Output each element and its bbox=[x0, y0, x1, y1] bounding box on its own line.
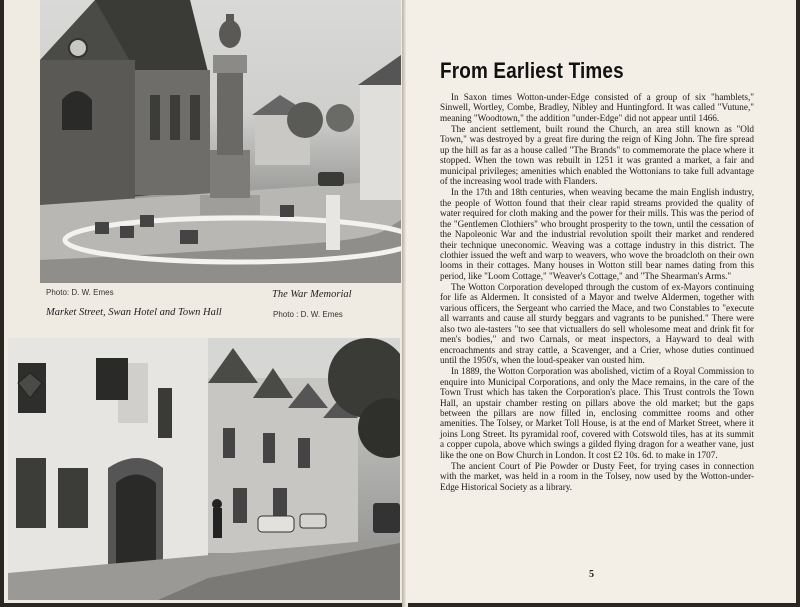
war-memorial-photo-credit: Photo: D. W. Emes bbox=[46, 288, 114, 297]
market-street-caption: Market Street, Swan Hotel and Town Hall bbox=[46, 307, 222, 318]
page-number: 5 bbox=[589, 569, 594, 580]
market-street-photo bbox=[8, 338, 400, 600]
page-title: From Earliest Times bbox=[440, 58, 624, 83]
paragraph-corporation-abolished: In 1889, the Wotton Corporation was abolished, victim of a Royal Commission to enquire into Municipal Corporations, and only the Mace remains, in the care of the Town Trust which has taken the Corporation's place. This Trust controls the Town Hall, an upstair chamber resting on pillars above the old market; but the gaps between the pillars are now filled in, enclosing committee rooms and other amenities. The Tolsey, or Market Toll House, is at the end of Market Street, where it joins Long Street. Its pyramidal roof, covered with Cotswold tiles, has at its summit a copper cupola, above which swings a gilded flying dragon for a weather vane, just like the one on Bow Church in London. It cost £2 10s. 6d. to make in 1707. bbox=[440, 366, 754, 460]
war-memorial-photo bbox=[40, 0, 401, 283]
paragraph-corporation: The Wotton Corporation developed through the custom of ex-Mayors continuing for life as Aldermen. It consisted of a Mayor and twelve Aldermen, together with various officers, the Sergeant who carried the Mace, and two Constables to "execute all warrants and cause all sturdy beggars and vagrants to be punished." There were also two ale-tasters "to see that victuallers do sell wholesome meat and drink fit for men's bodies," and two Carnals, or meat inspectors, a Hayward to deal with encroachments and stray cattle, a Scavenger, and a Crier, whose duties continued until the 1950's, when the loud-speaker van ousted him. bbox=[440, 281, 754, 366]
market-street-photo-credit: Photo : D. W. Emes bbox=[273, 310, 343, 319]
paragraph-court-pie-powder: The ancient Court of Pie Powder or Dusty Feet, for trying cases in connection with the market, was held in a room in the Tolsey, now used by the Wotton-under-Edge Historical Society as a library. bbox=[440, 460, 754, 492]
body-text bbox=[440, 92, 754, 493]
war-memorial-photo-drawing bbox=[40, 0, 401, 283]
market-street-photo-drawing bbox=[8, 338, 400, 600]
paragraph-saxon-times: In Saxon times Wotton-under-Edge consisted of a group of six "hamblets," Sinwell, Wortley, Combe, Bradley, Nibley and Huntingford. It was called "Vutune," meaning "Woodtown," the addition "under-Edge" did not appear until 1466. bbox=[440, 92, 754, 123]
war-memorial-caption: The War Memorial bbox=[272, 289, 352, 300]
paragraph-ancient-settlement: The ancient settlement, built round the Church, an area still known as "Old Town," was destroyed by a great fire during the reign of King John. The fire spread up the hill as far as a house called "The Brands" to commemorate the place where it stopped. When the town was rebuilt in 1251 it was granted a market, a fair and municipal privileges; amenities which enabled the Wottonians to take full advantage of the increasing wool trade with Flanders. bbox=[440, 123, 754, 187]
paragraph-weaving: In the 17th and 18th centuries, when weaving became the main English industry, the people of Wotton found that their clear rapid streams provided the quality of water required for cloth making and the power for their mills. This was the period of the "Gentlemen Clothiers" who brought prosperity to the town, until the cessation of the Napoleonic War and the industrial revolution spoilt their market and rendered their technique uneconomic. Weaving was a cottage industry in this district. The clothier issued the weft and warp to weavers, who wove the broadcloth on their own looms in their cottages. Many houses in Wotton still bear names dating from this period, like "Loom Cottage," "Weaver's Cottage," and "The Shearman's Arms." bbox=[440, 187, 754, 281]
